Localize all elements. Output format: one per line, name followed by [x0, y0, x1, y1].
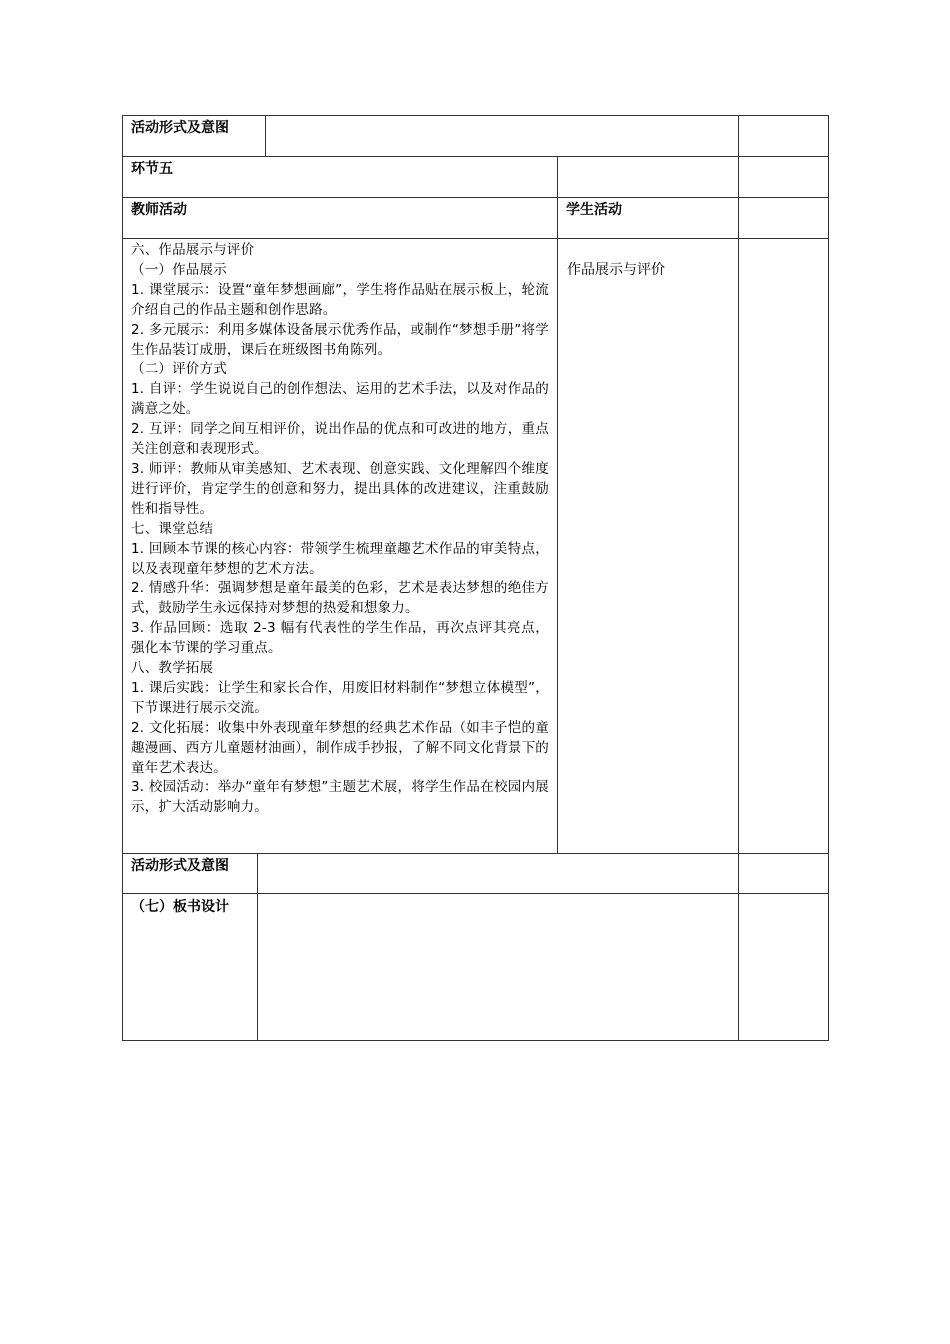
row1-label: 活动形式及意图: [131, 120, 229, 136]
table-border-bottom: [122, 1040, 829, 1041]
list-item: 2. 多元展示：利用多媒体设备展示优秀作品，或制作“梦想手册”将学生作品装订成册，课后在班级图书角陈列。: [131, 321, 549, 358]
blackboard-design-label: （七）板书设计: [131, 899, 229, 915]
row-divider-2: [122, 197, 828, 198]
teacher-activity-content: [131, 241, 549, 818]
row1-col-divider: [265, 115, 266, 156]
list-item: 3. 师评：教师从审美感知、艺术表现、创意实践、文化理解四个维度进行评价，肯定学生的创意和努力，提出具体的改进建议，注重鼓励性和指导性。: [131, 460, 549, 517]
heading-seven: 七、课堂总结: [131, 520, 214, 537]
student-activity-header: 学生活动: [566, 202, 622, 218]
teacher-student-divider: [557, 156, 558, 853]
section-label: 环节五: [131, 161, 173, 177]
row-divider-1: [122, 156, 828, 157]
table-border-right: [828, 115, 829, 1041]
list-item: 1. 课后实践：让学生和家长合作，用废旧材料制作“梦想立体模型”，下节课进行展示交流。: [131, 679, 549, 716]
student-activity-content: 作品展示与评价: [567, 262, 665, 278]
list-item: 3. 校园活动：举办“童年有梦想”主题艺术展，将学生作品在校园内展示，扩大活动影响力。: [131, 779, 549, 816]
subheading-evaluation: （二）评价方式: [131, 361, 227, 378]
table-border-left: [122, 115, 123, 1041]
list-item: 1. 回顾本节课的核心内容：带领学生梳理童趣艺术作品的审美特点，以及表现童年梦想的艺术方法。: [131, 540, 549, 577]
list-item: 2. 情感升华：强调梦想是童年最美的色彩，艺术是表达梦想的绝佳方式，鼓励学生永远保持对梦想的热爱和想象力。: [131, 580, 549, 617]
right-col-divider: [738, 115, 739, 1041]
row-divider-5: [122, 893, 828, 894]
row-divider-4: [122, 853, 828, 854]
list-item: 3. 作品回顾：选取 2-3 幅有代表性的学生作品，再次点评其亮点，强化本节课的学习重点。: [131, 620, 549, 657]
teacher-activity-header: 教师活动: [131, 202, 187, 218]
row45-col-divider: [257, 853, 258, 1041]
subheading-display: （一）作品展示: [131, 261, 227, 278]
heading-eight: 八、教学拓展: [131, 660, 214, 677]
list-item: 2. 互评：同学之间互相评价，说出作品的优点和可改进的地方，重点关注创意和表现形式。: [131, 421, 549, 458]
list-item: 1. 课堂展示：设置“童年梦想画廊”，学生将作品贴在展示板上，轮流介绍自己的作品主题和创作思路。: [131, 281, 549, 318]
list-item: 1. 自评：学生说说自己的创作想法、运用的艺术手法，以及对作品的满意之处。: [131, 381, 549, 418]
list-item: 2. 文化拓展：收集中外表现童年梦想的经典艺术作品（如丰子恺的童趣漫画、西方儿童题材油画），制作成手抄报，了解不同文化背景下的童年艺术表达。: [131, 719, 549, 776]
row4-label: 活动形式及意图: [131, 858, 229, 874]
heading-six: 六、作品展示与评价: [131, 242, 255, 258]
table-border-top: [122, 115, 828, 116]
row-divider-3: [122, 238, 828, 239]
